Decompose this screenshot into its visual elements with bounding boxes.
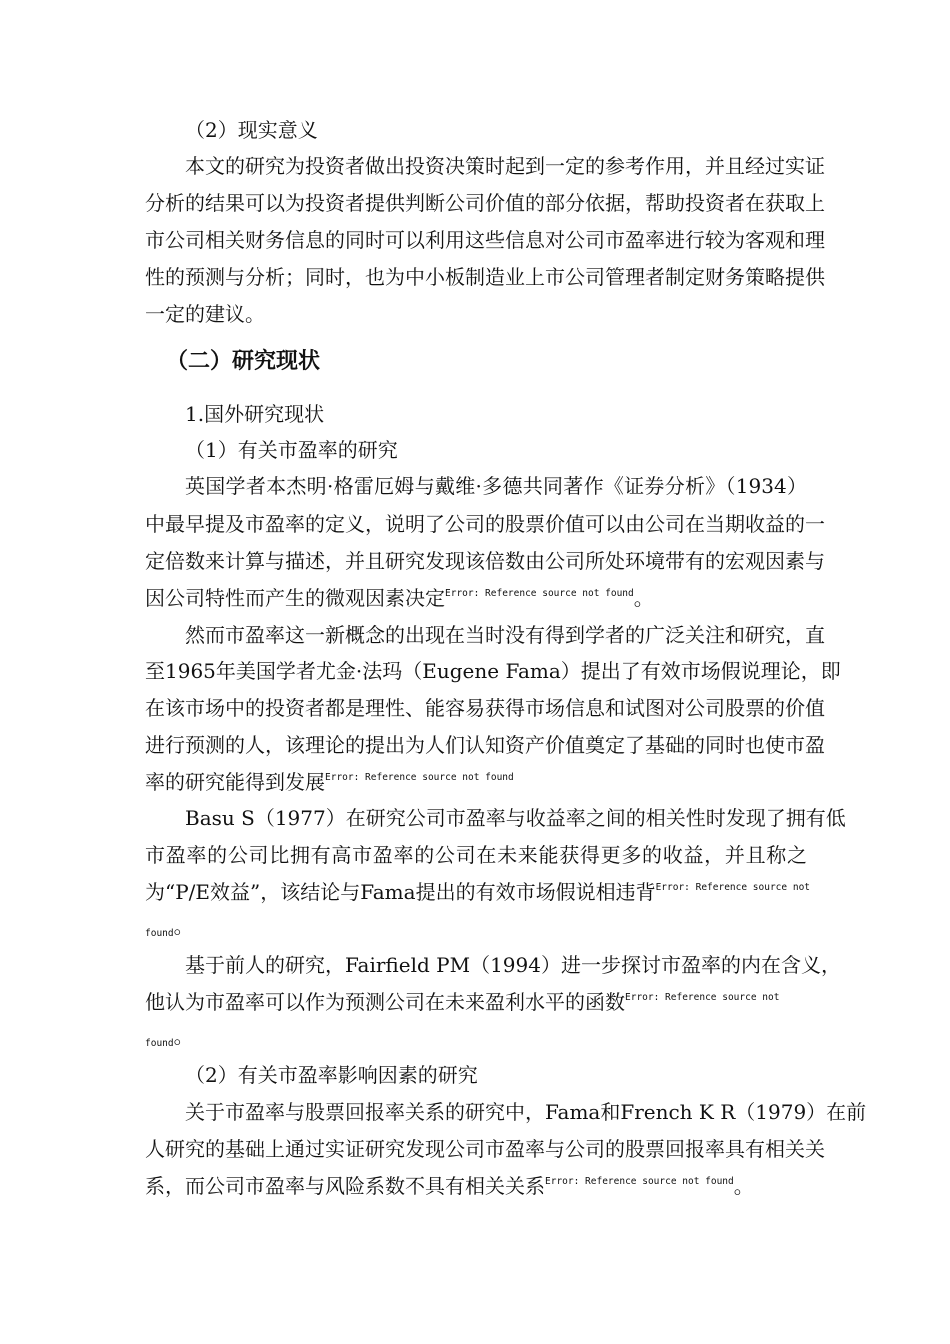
paragraph-line: 基于前人的研究，Fairfield PM（1994）进一步探讨市盈率的内在含义，: [185, 953, 841, 977]
paragraph-line-with-ref: [145, 1018, 807, 1062]
paragraph-line: 定倍数来计算与描述，并且研究发现该倍数由公司所处环境带有的宏观因素与: [145, 549, 825, 573]
reference-error-marker[interactable]: Error: Reference source not found: [445, 588, 634, 599]
paragraph-line: 至1965年美国学者尤金·法玛（Eugene Fama）提出了有效市场假说理论，即: [145, 659, 841, 683]
paragraph-text: 率的研究能得到发展: [145, 770, 325, 794]
paragraph-text: 。: [733, 1174, 754, 1198]
paragraph-line: 一定的建议。: [145, 302, 265, 326]
paragraph-line: 性的预测与分析；同时，也为中小板制造业上市公司管理者制定财务策略提供: [145, 265, 825, 289]
paragraph-line: 然而市盈率这一新概念的出现在当时没有得到学者的广泛关注和研究，直: [185, 623, 825, 647]
reference-error-marker-tail[interactable]: found: [145, 1038, 174, 1049]
reference-error-marker[interactable]: Error: Reference source not found: [325, 772, 514, 783]
reference-error-marker[interactable]: Error: Reference source not: [655, 882, 811, 893]
paragraph-line-with-ref: [145, 580, 807, 616]
paragraph-line-with-ref: [145, 1168, 807, 1204]
subsection-title-pe-factors: （2）有关市盈率影响因素的研究: [185, 1063, 478, 1087]
paragraph-line: 市公司相关财务信息的同时可以利用这些信息对公司市盈率进行较为客观和理: [145, 228, 825, 252]
reference-error-marker[interactable]: Error: Reference source not: [625, 992, 780, 1003]
subheading-foreign-research: 1.国外研究现状: [185, 402, 325, 426]
paragraph-line: 中最早提及市盈率的定义，说明了公司的股票价值可以由公司在当期收益的一: [145, 512, 825, 536]
subsection-title-pe-research: （1）有关市盈率的研究: [185, 438, 398, 462]
paragraph-line-with-ref: [145, 764, 807, 800]
paragraph-line: 进行预测的人，该理论的提出为人们认知资产价值奠定了基础的同时也使市盈: [145, 733, 825, 757]
section-heading-research-status: （二）研究现状: [166, 349, 321, 374]
paragraph-text: 系，而公司市盈率与风险系数不具有相关关系: [145, 1174, 545, 1198]
paragraph-text: 因公司特性而产生的微观因素决定: [145, 586, 445, 610]
paragraph-line: 本文的研究为投资者做出投资决策时起到一定的参考作用，并且经过实证: [185, 154, 825, 178]
paragraph-line-with-ref: [145, 874, 811, 910]
paragraph-line: 英国学者本杰明·格雷厄姆与戴维·多德共同著作《证券分析》（1934）: [185, 474, 807, 498]
paragraph-text: 。: [173, 1024, 194, 1048]
paragraph-line: 分析的结果可以为投资者提供判断公司价值的部分依据，帮助投资者在获取上: [145, 191, 825, 215]
paragraph-line-with-ref: [145, 984, 807, 1020]
reference-error-marker[interactable]: Error: Reference source not found: [545, 1176, 734, 1187]
paragraph-text: 为“P/E效益”，该结论与Fama提出的有效市场假说相违背: [145, 880, 656, 904]
paragraph-line: 关于市盈率与股票回报率关系的研究中，Fama和French K R（1979）在前: [185, 1100, 867, 1124]
paragraph-text: 。: [633, 586, 654, 610]
paragraph-line: 市盈率的公司比拥有高市盈率的公司在未来能获得更多的收益，并且称之: [145, 843, 807, 867]
paragraph-line: 人研究的基础上通过实证研究发现公司市盈率与公司的股票回报率具有相关关: [145, 1137, 825, 1161]
reference-error-marker-tail[interactable]: found: [145, 928, 174, 939]
paragraph-line-with-ref: [145, 908, 807, 952]
subsection-title-practical-significance: （2）现实意义: [185, 118, 318, 142]
paragraph-line: Basu S（1977）在研究公司市盈率与收益率之间的相关性时发现了拥有低: [185, 806, 846, 830]
paragraph-line: 在该市场中的投资者都是理性、能容易获得市场信息和试图对公司股票的价值: [145, 696, 825, 720]
paragraph-text: 他认为市盈率可以作为预测公司在未来盈利水平的函数: [145, 990, 625, 1014]
paragraph-text: 。: [173, 914, 194, 938]
